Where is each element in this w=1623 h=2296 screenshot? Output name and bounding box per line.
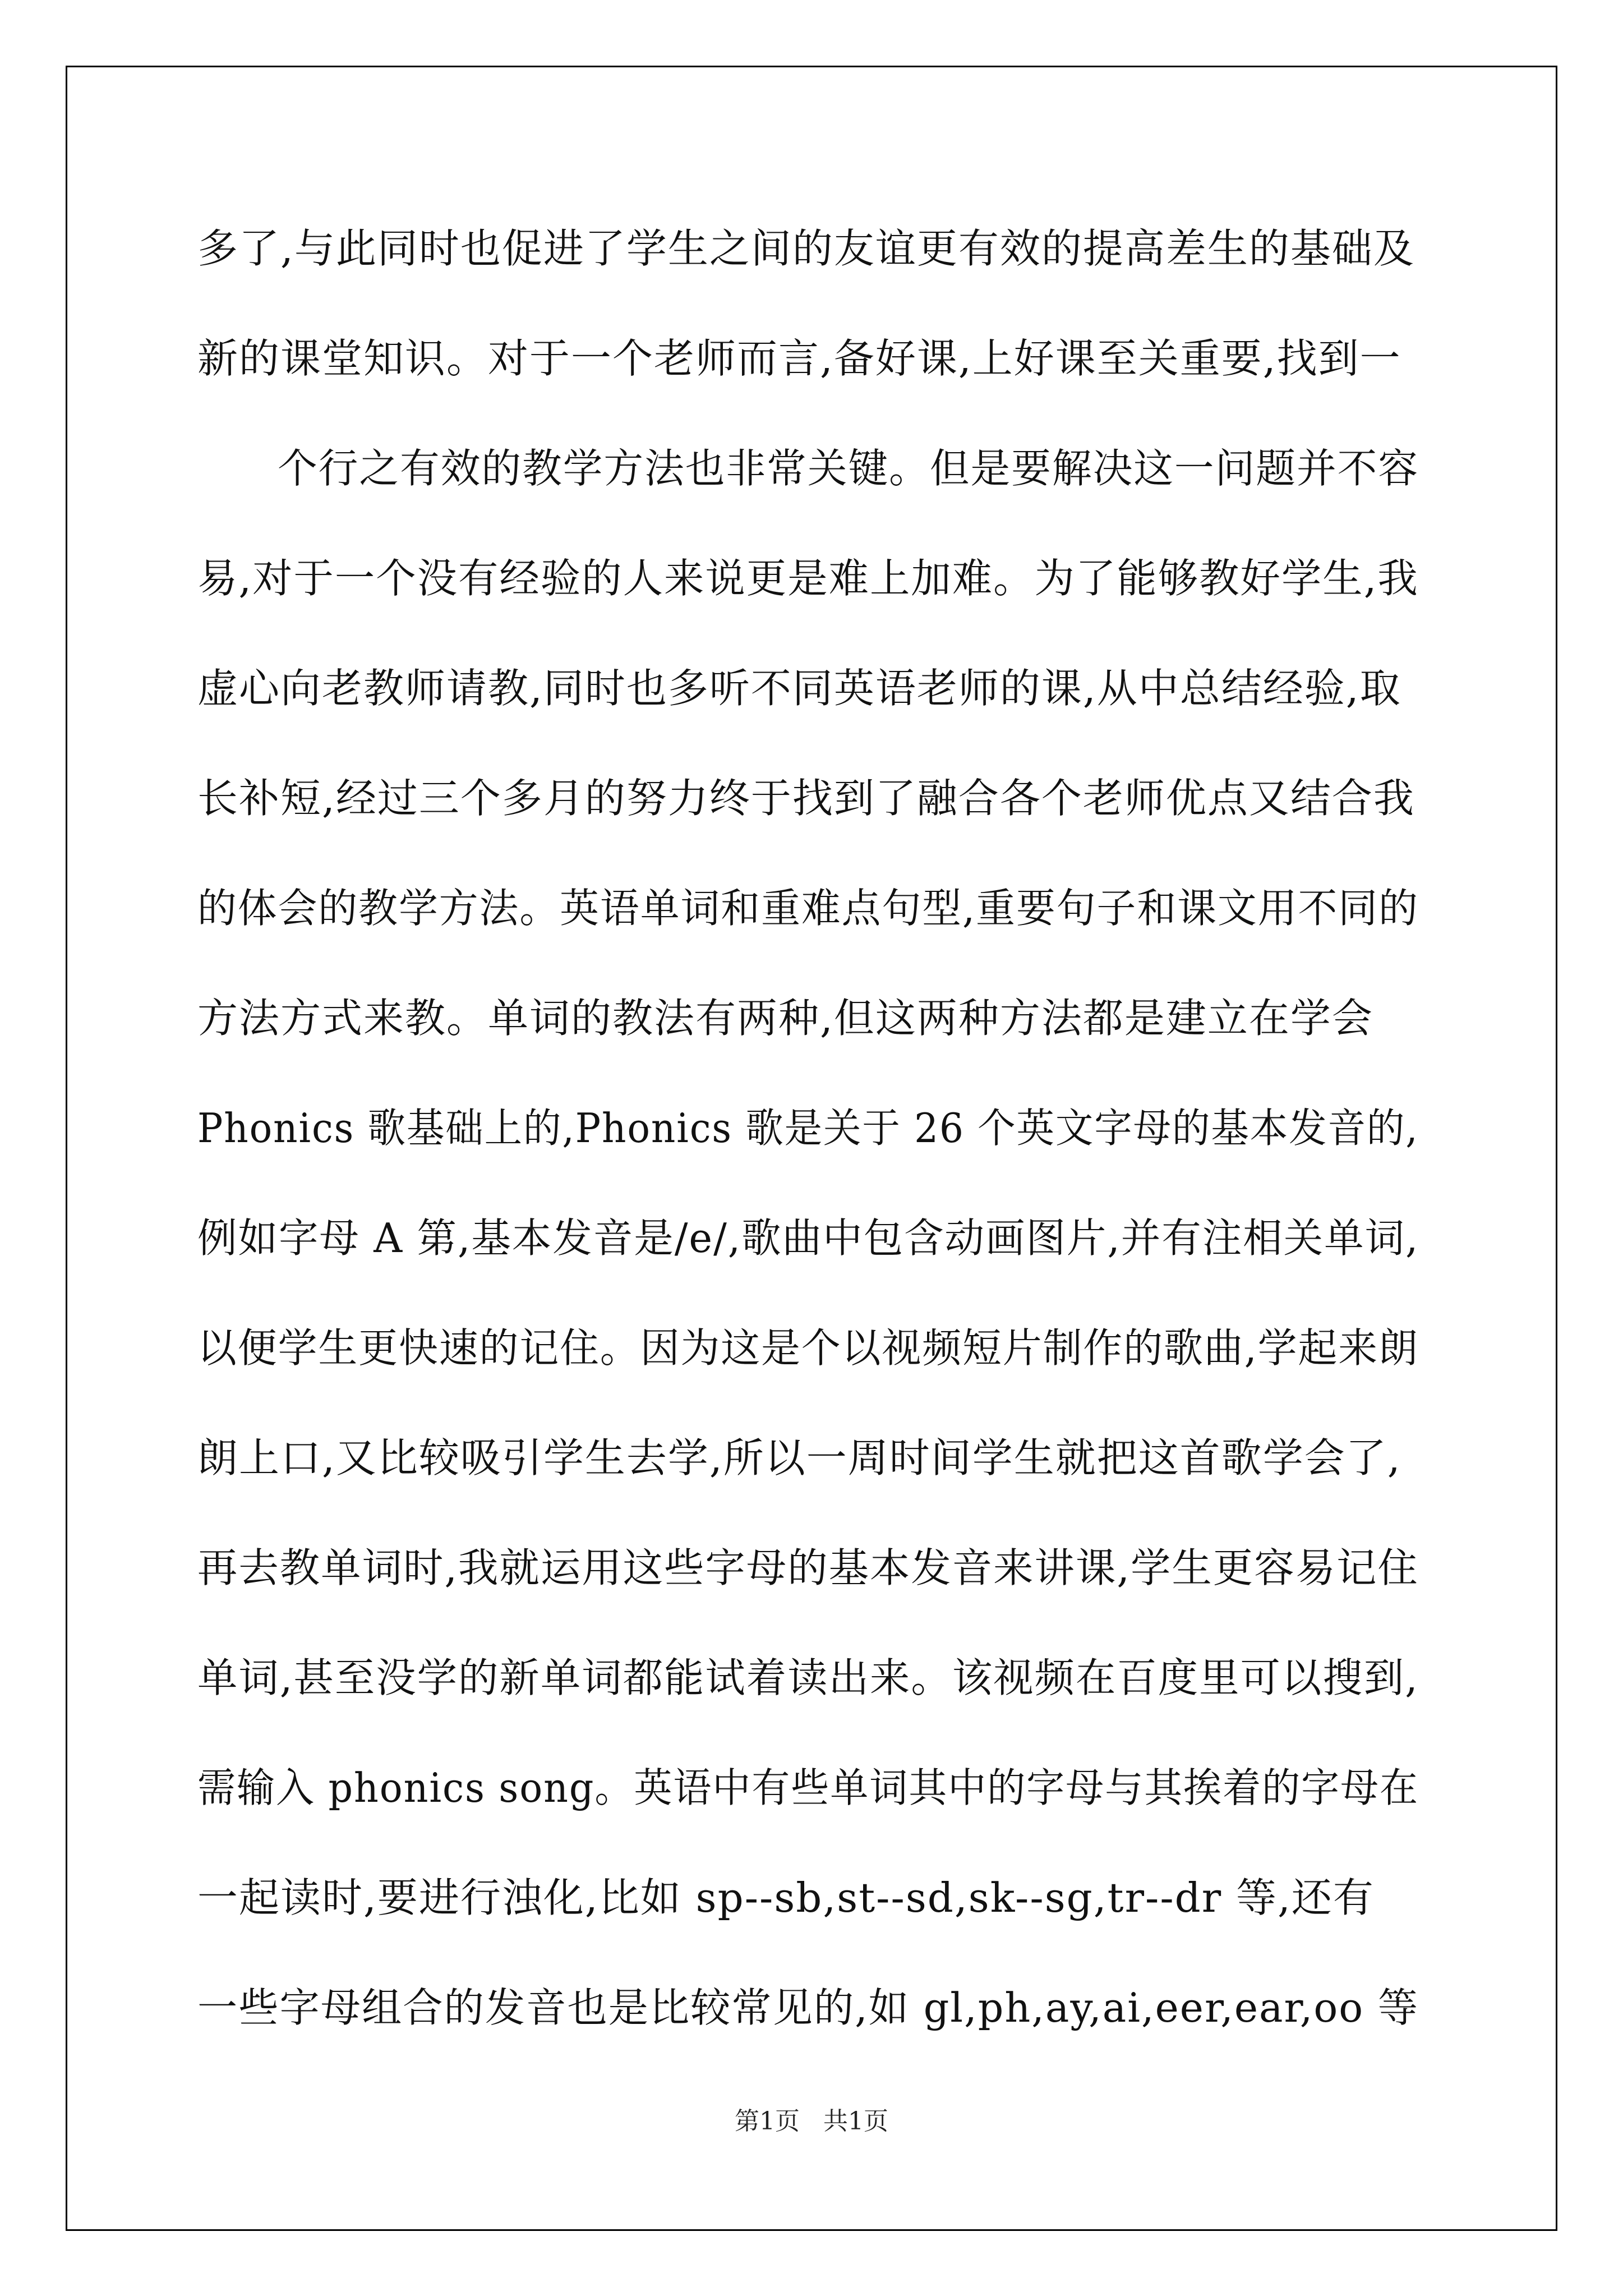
text-line: 长补短,经过三个多月的努力终于找到了融合各个老师优点又结合我 <box>197 775 1415 822</box>
text-line: 例如字母 A 第,基本发音是/e/,歌曲中包含动画图片,并有注相关单词, <box>197 1214 1419 1262</box>
text-line: 虚心向老教师请教,同时也多听不同英语老师的课,从中总结经验,取 <box>197 665 1401 712</box>
text-line: Phonics 歌基础上的,Phonics 歌是关于 26 个英文字母的基本发音的, <box>197 1105 1419 1152</box>
text-line: 朗上口,又比较吸引学生去学,所以一周时间学生就把这首歌学会了, <box>197 1434 1401 1481</box>
text-line: 多了,与此同时也促进了学生之间的友谊更有效的提高差生的基础及 <box>197 225 1415 272</box>
text-line: 一些字母组合的发音也是比较常见的,如 gl,ph,ay,ai,eer,ear,oo 等 <box>197 1984 1419 2031</box>
text-line: 再去教单词时,我就运用这些字母的基本发音来讲课,学生更容易记住 <box>197 1544 1419 1591</box>
text-line: 易,对于一个没有经验的人来说更是难上加难。为了能够教好学生,我 <box>197 555 1419 602</box>
text-line: 需输入 phonics song。英语中有些单词其中的字母与其挨着的字母在 <box>197 1764 1419 1811</box>
text-line: 一起读时,要进行浊化,比如 sp--sb,st--sd,sk--sg,tr--dr 等,还有 <box>197 1874 1375 1921</box>
text-line: 的体会的教学方法。英语单词和重难点句型,重要句子和课文用不同的 <box>197 885 1419 932</box>
text-line: 个行之有效的教学方法也非常关键。但是要解决这一问题并不容 <box>278 445 1419 492</box>
text-line: 单词,甚至没学的新单词都能试着读出来。该视频在百度里可以搜到, <box>197 1654 1419 1701</box>
page-footer: 第1页 共1页 <box>735 2107 888 2136</box>
text-line: 新的课堂知识。对于一个老师而言,备好课,上好课至关重要,找到一 <box>197 335 1401 382</box>
text-line: 方法方式来教。单词的教法有两种,但这两种方法都是建立在学会 <box>197 995 1373 1042</box>
text-line: 以便学生更快速的记住。因为这是个以视频短片制作的歌曲,学起来朗 <box>197 1324 1419 1372</box>
